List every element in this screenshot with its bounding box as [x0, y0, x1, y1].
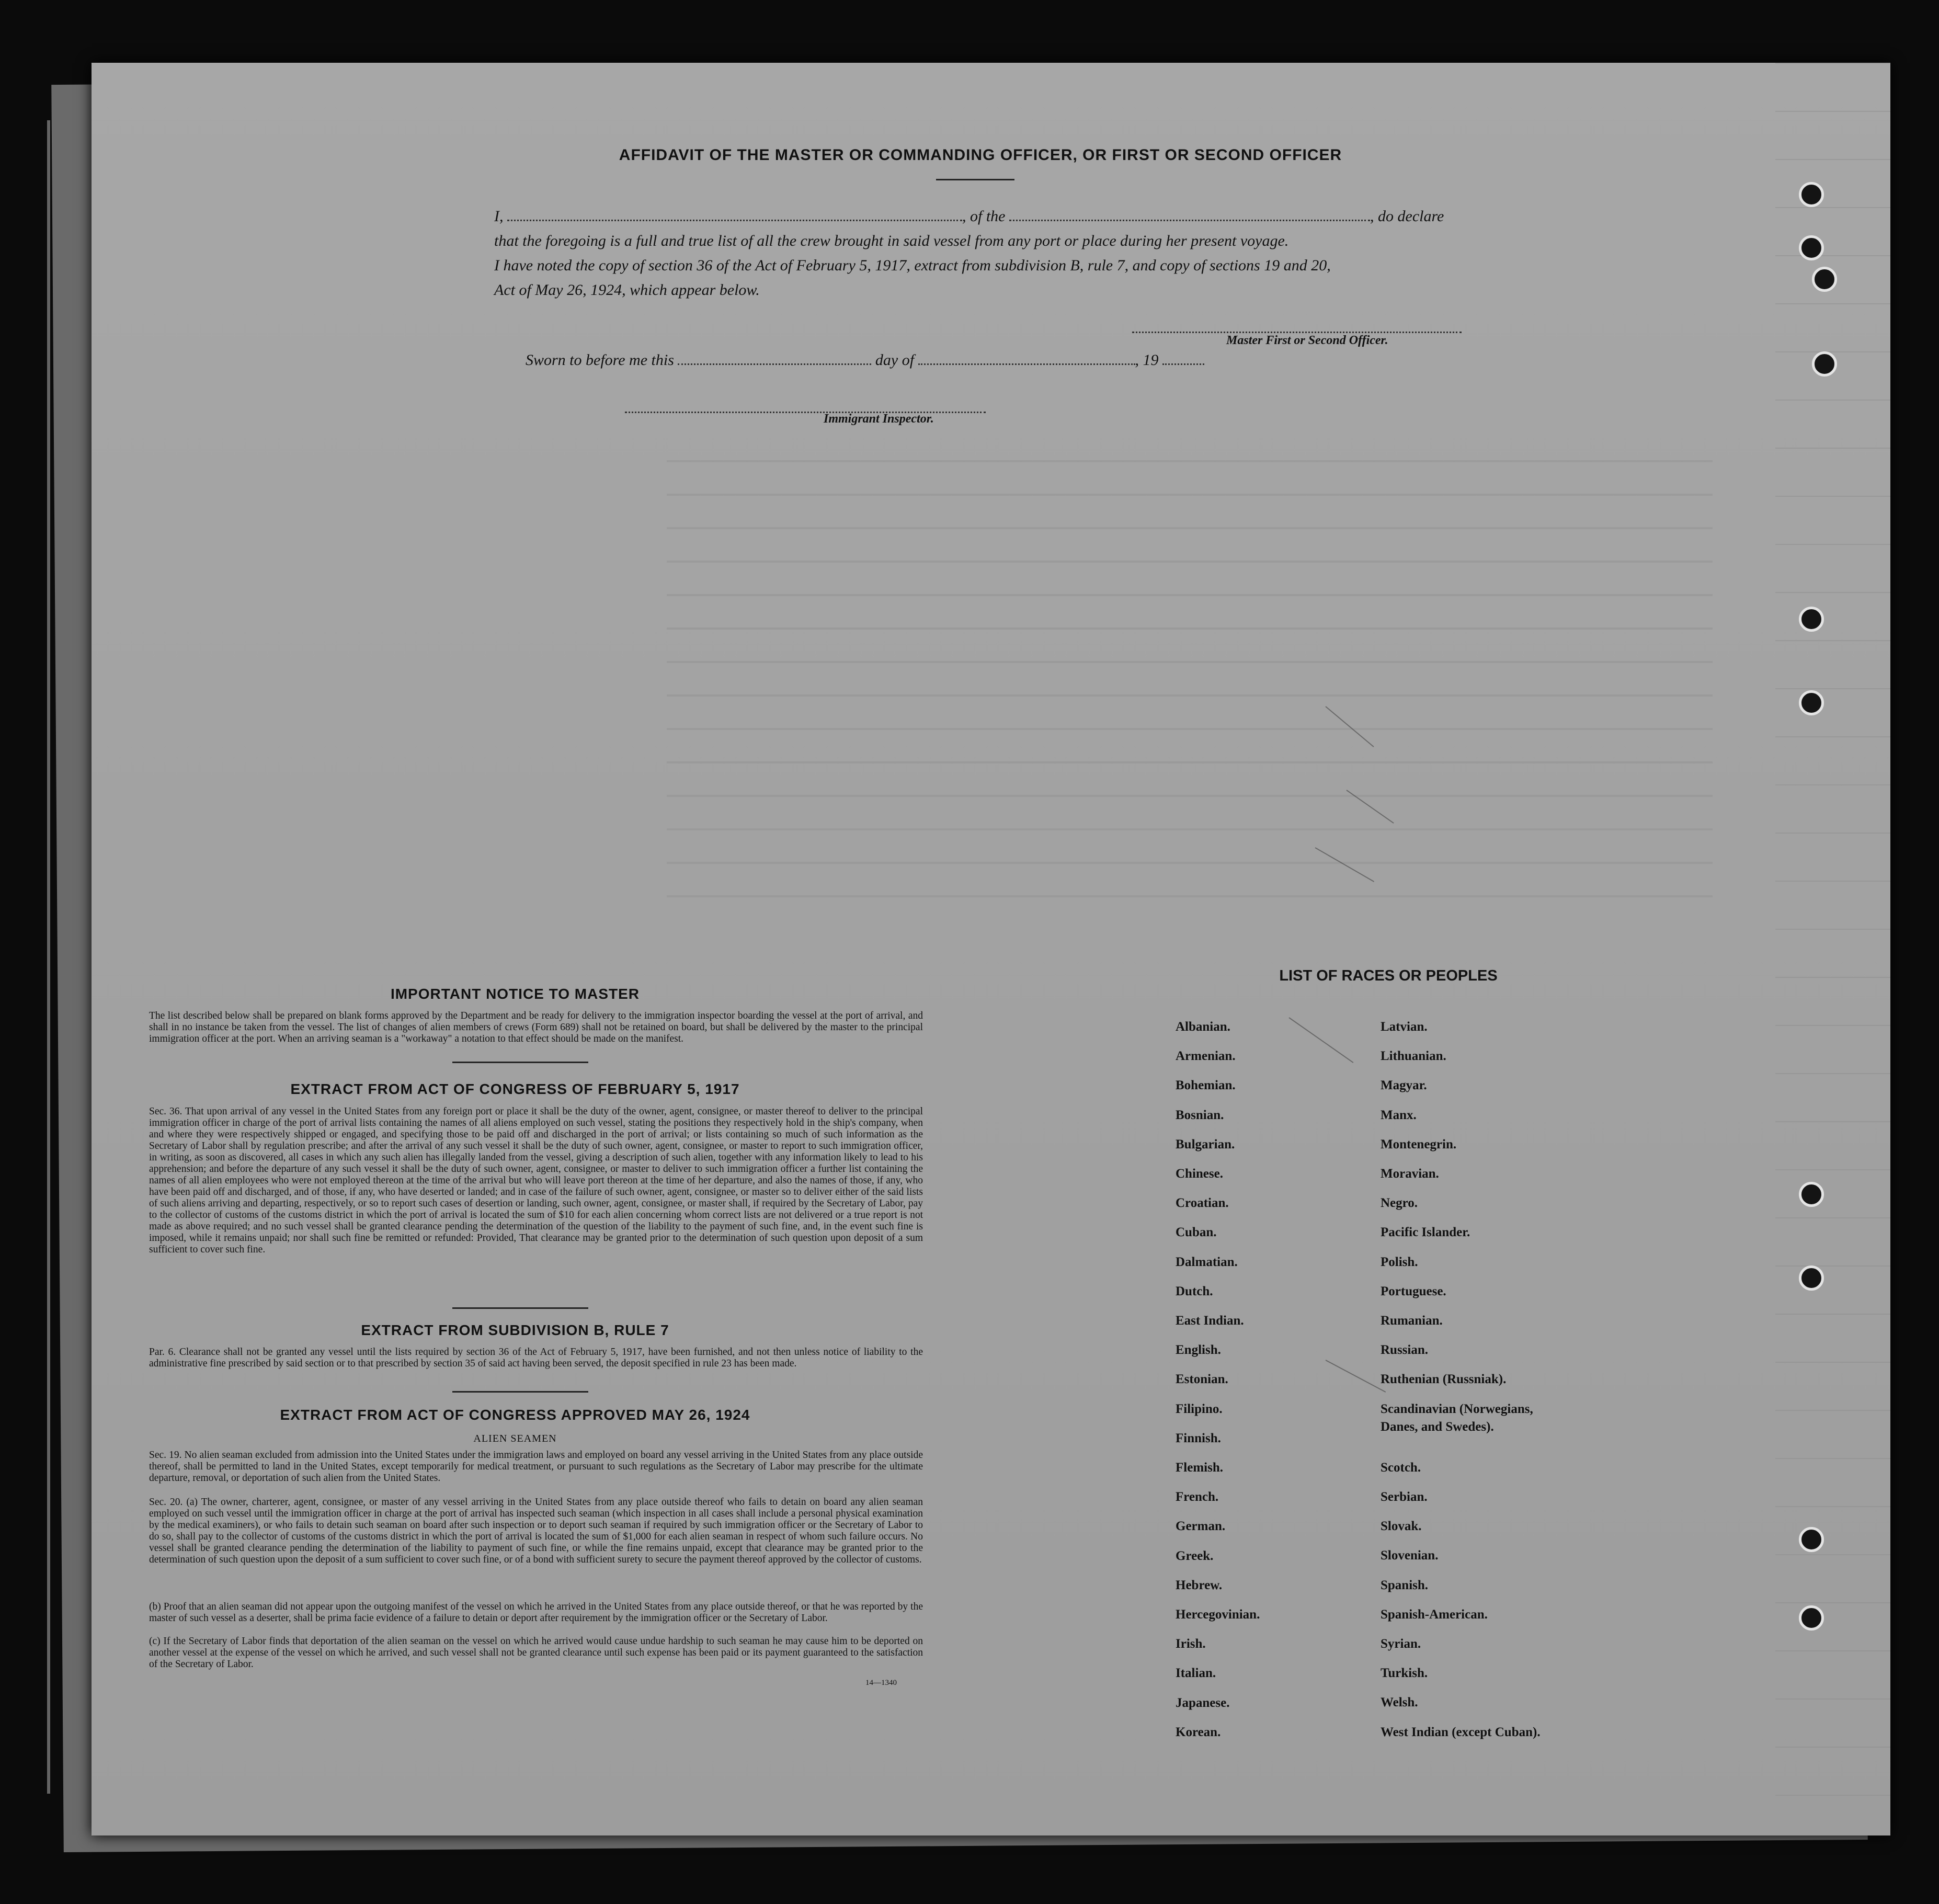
race-item: Dutch. [1176, 1284, 1213, 1298]
of-the-label: , of the [962, 208, 1006, 225]
punch-hole [1812, 267, 1837, 292]
inspector-label: Immigrant Inspector. [824, 412, 934, 426]
subdivision-body: Par. 6. Clearance shall not be granted any vessel until the lists required by section 36 of the Act of February 5, 1917, have been furnished, and not then unless notice of liability to the administrative fine prescribed by said section or to that prescribed by section 35 of said act having been served, the deposit specified in rule 23 has been made. [149, 1347, 923, 1369]
race-item: Slovak. [1381, 1519, 1422, 1534]
race-item: Turkish. [1381, 1666, 1428, 1681]
race-item: Danes, and Swedes). [1381, 1419, 1494, 1434]
sworn-year-blank[interactable] [1162, 352, 1204, 365]
race-item: Negro. [1381, 1196, 1418, 1211]
punch-hole [1799, 1605, 1824, 1631]
affidavit-declaration [494, 204, 1566, 302]
affidavit-title: AFFIDAVIT OF THE MASTER OR COMMANDING OFFICER, OR FIRST OR SECOND OFFICER [619, 146, 1342, 164]
race-item: Lithuanian. [1381, 1049, 1446, 1064]
race-item: Spanish-American. [1381, 1607, 1488, 1622]
race-item: Scandinavian (Norwegians, [1381, 1401, 1533, 1416]
form-number: 14—1340 [865, 1679, 897, 1687]
section-19: Sec. 19. No alien seaman excluded from admission into the United States under the immigration laws and employed on board any vessel arriving in the United States from any place outside thereof, shall be permitted to land in the United States, except temporarily for medical treatment, or pursuant to such regulations as the Secretary of Labor may prescribe for the ultimate departure, removal, or deportation of such alien from the United States. [149, 1450, 923, 1484]
punch-hole [1799, 1265, 1824, 1291]
master-signature-label: Master First or Second Officer. [1226, 334, 1388, 347]
race-item: Cuban. [1176, 1225, 1217, 1240]
section-rule [452, 1307, 588, 1309]
ruled-grid-edge [1775, 63, 1890, 1835]
race-item: Greek. [1176, 1548, 1214, 1563]
race-item: Dalmatian. [1176, 1255, 1238, 1269]
inspector-signature-line[interactable] [625, 400, 986, 413]
declaration-line-0 [494, 204, 1566, 229]
race-item: Croatian. [1176, 1196, 1229, 1211]
race-item: Armenian. [1176, 1049, 1236, 1064]
race-item: French. [1176, 1490, 1219, 1504]
race-item: Filipino. [1176, 1401, 1223, 1416]
document-page [92, 63, 1890, 1835]
extract-1924-title: EXTRACT FROM ACT OF CONGRESS APPROVED MAY 26, 1924 [280, 1407, 750, 1423]
vessel-blank[interactable] [1009, 208, 1370, 221]
race-item: English. [1176, 1343, 1221, 1358]
section-20c: (c) If the Secretary of Labor finds that deportation of the alien seaman on the vessel on which he arrived would cause undue hardship to such seaman he may cause him to be deported on another vessel at the expense of the vessel on which he arrived, and such vessel shall not be granted clearance until such expense has been paid or its payment guaranteed to the satisfaction of the Secretary of Labor. [149, 1636, 923, 1670]
race-item: East Indian. [1176, 1314, 1244, 1328]
do-declare-label: , do declare [1370, 208, 1444, 225]
sworn-label: Sworn to before me this [526, 351, 674, 369]
race-item: Pacific Islander. [1381, 1225, 1470, 1240]
extract-1917-title: EXTRACT FROM ACT OF CONGRESS OF FEBRUARY 5, 1917 [290, 1081, 740, 1097]
race-item: Syrian. [1381, 1637, 1421, 1651]
race-item: Albanian. [1176, 1020, 1230, 1034]
punch-hole [1799, 1182, 1824, 1207]
race-item: Scotch. [1381, 1460, 1421, 1475]
race-item: Hercegovinian. [1176, 1607, 1260, 1622]
race-item: Estonian. [1176, 1372, 1228, 1387]
race-item: West Indian (except Cuban). [1381, 1725, 1541, 1739]
race-item: Hebrew. [1176, 1578, 1223, 1592]
race-item: Bosnian. [1176, 1108, 1224, 1122]
declaration-line-1: that the foregoing is a full and true list of all the crew brought in said vessel from any port or place during her present voyage. [494, 232, 1289, 249]
section-20a: Sec. 20. (a) The owner, charterer, agent, consignee, or master of any vessel arriving in the United States from any place outside thereof who fails to detain on board any alien seaman employed on such vessel until the immigration officer in charge at the port of arrival has inspected such seaman (which inspection in all cases shall include a personal physical examination by the medical examiners), or who fails to detain such seaman on board after such inspection or to deport such seaman if required by such immigration officer or the Secretary of Labor to do so, shall pay to the collector of customs of the customs district in which the port of arrival is located the sum of $1,000 for each alien seaman in respect of whom such failure occurs. No vessel shall be granted clearance pending the determination of the liability to payment of such fine, or while the fine remains unpaid, except that clearance may be granted prior to the determination of such question upon the deposit of a sum sufficient to cover such fine, or of a bond with sufficient surety to secure the payment thereof approved by the collector of customs. [149, 1497, 923, 1565]
section-rule [452, 1062, 588, 1063]
sworn-line [526, 348, 1362, 372]
i-label: I, [494, 208, 504, 225]
alien-seamen-subtitle: ALIEN SEAMEN [473, 1433, 557, 1444]
bleed-through-text [667, 429, 1713, 899]
race-item: Italian. [1176, 1666, 1216, 1681]
extract-1917-body: Sec. 36. That upon arrival of any vessel in the United States from any foreign port or place it shall be the duty of the owner, agent, consignee, or master thereof to deliver to the principal immigration officer in charge of the port of arrival lists containing the names of all aliens employed on such vessel, stating the positions they respectively hold in the ship's company, when and where they were respectively shipped or engaged, and specifying those to be paid off and discharged in the port of arrival; or lists containing so much of such information as the Secretary of Labor shall by regulation prescribe; and after the arrival of any such vessel it shall be the duty of such owner, agent, consignee, or master to report to such immigration officer, in writing, as soon as discovered, all cases in which any such alien has illegally landed from the vessel, giving a description of such alien, together with any information likely to lead to his apprehension; and before the departure of any such vessel it shall be the duty of such owner, agent, consignee, or master to deliver to such immigration officer a further list containing the names of all alien employees who were not employed thereon at the time of the arrival but who will leave port thereon at the time of her departure, and also the names of those, if any, who have been paid off and discharged, and of those, if any, who have deserted or landed; and in case of the failure of such owner, agent, consignee, or master so to deliver either of the said lists of such aliens arriving and departing, respectively, or so to report such cases of desertion or landing, such owner, agent, consignee, or master shall, if required by the Secretary of Labor, pay to the collector of customs of the customs district in which the port of arrival is located the sum of $10 for each alien concerning whom correct lists are not delivered or a true report is not made as above required; and no such vessel shall be granted clearance pending the determination of the question of the liability to the payment of such fine, and, in the event such fine is imposed, while it remains unpaid; nor shall such fine be remitted or refunded: Provided, That clearance may be granted prior to the determination of such question upon deposit of a sum sufficient to cover such fine. [149, 1106, 923, 1255]
races-title: LIST OF RACES OR PEOPLES [1279, 967, 1498, 984]
race-item: Slovenian. [1381, 1548, 1439, 1563]
race-item: Manx. [1381, 1108, 1417, 1122]
title-rule [936, 179, 1014, 180]
punch-hole [1799, 1527, 1824, 1552]
race-item: Flemish. [1176, 1461, 1223, 1475]
name-blank[interactable] [507, 208, 962, 221]
notice-body: The list described below shall be prepared on blank forms approved by the Department and be ready for delivery to the immigration inspector boarding the vessel at the port of arrival, and shall in no instance be taken from the vessel. The list of changes of alien members of crews (Form 689) shall not be retained on board, but shall be delivered by the master to the principal immigration officer at the port. When an arriving seaman is a "workaway" a notation to that effect should be made on the manifest. [149, 1010, 923, 1044]
race-item: Japanese. [1176, 1695, 1230, 1710]
left-edge-strip [47, 120, 50, 1794]
punch-hole [1812, 351, 1837, 377]
race-item: German. [1176, 1519, 1226, 1534]
race-item: Moravian. [1381, 1167, 1439, 1181]
race-item: Bohemian. [1176, 1078, 1236, 1093]
race-item: Finnish. [1176, 1431, 1221, 1445]
subdivision-title: EXTRACT FROM SUBDIVISION B, RULE 7 [361, 1322, 669, 1338]
master-signature-line[interactable] [1132, 320, 1462, 333]
sworn-day-blank[interactable] [678, 352, 871, 365]
race-item: Montenegrin. [1381, 1137, 1457, 1151]
race-item: Irish. [1176, 1637, 1206, 1651]
pencil-mark [1326, 1360, 1386, 1393]
race-item: Bulgarian. [1176, 1137, 1235, 1151]
notice-title: IMPORTANT NOTICE TO MASTER [390, 986, 640, 1002]
race-item: Polish. [1381, 1255, 1418, 1269]
section-20b: (b) Proof that an alien seaman did not appear upon the outgoing manifest of the vessel on which he arrived in the United States from any place outside thereof, or that he was reported by the master of such vessel as a deserter, shall be prima facie evidence of a failure to detain or deport after requirement by the immigration officer or the Secretary of Labor. [149, 1601, 923, 1624]
pencil-mark [1288, 1017, 1353, 1063]
race-item: Welsh. [1381, 1695, 1418, 1710]
sworn-month-blank[interactable] [918, 352, 1135, 365]
race-item: Latvian. [1381, 1020, 1428, 1034]
declaration-line-2: I have noted the copy of section 36 of the Act of February 5, 1917, extract from subdivision B, rule 7, and copy of sections 19 and 20, [494, 257, 1331, 274]
race-item: Russian. [1381, 1343, 1429, 1358]
day-of-label: day of [875, 351, 915, 369]
race-item: Korean. [1176, 1725, 1221, 1739]
race-item: Chinese. [1176, 1167, 1223, 1181]
race-item: Rumanian. [1381, 1314, 1443, 1328]
punch-hole [1799, 235, 1824, 260]
punch-hole [1799, 607, 1824, 632]
declaration-line-3: Act of May 26, 1924, which appear below. [494, 281, 760, 299]
section-rule [452, 1391, 588, 1393]
race-item: Spanish. [1381, 1578, 1429, 1592]
punch-hole [1799, 690, 1824, 715]
year-label: , 19 [1135, 351, 1159, 369]
race-item: Serbian. [1381, 1490, 1428, 1504]
race-item: Magyar. [1381, 1078, 1427, 1093]
race-item: Portuguese. [1381, 1284, 1446, 1298]
punch-hole [1799, 182, 1824, 207]
race-item: Ruthenian (Russniak). [1381, 1372, 1507, 1387]
